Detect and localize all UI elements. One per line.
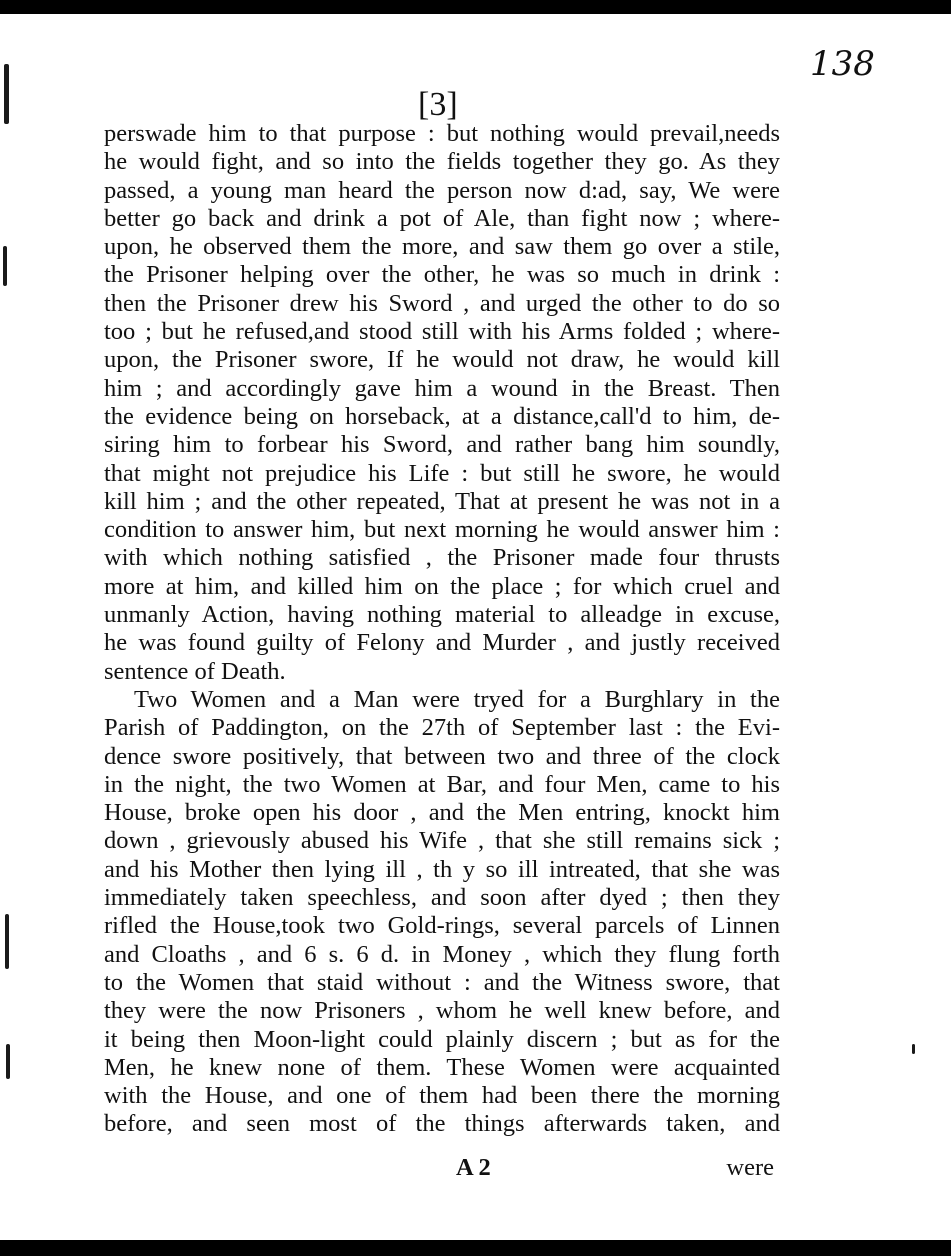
text-line: the Prisoner helping over the other, he was so much in drink :	[104, 261, 780, 289]
page-footer	[104, 1154, 780, 1186]
text-line: too ; but he refused,and stood still with his Arms folded ; where-	[104, 318, 780, 346]
text-line: in the night, the two Women at Bar, and four Men, came to his	[104, 770, 780, 798]
text-line: rifled the House,took two Gold-rings, several parcels of Linnen	[104, 912, 780, 940]
text-line: then the Prisoner drew his Sword , and urged the other to do so	[104, 289, 780, 317]
signature-mark: A 2	[456, 1154, 491, 1181]
scan-speck	[3, 246, 7, 286]
text-line: kill him ; and the other repeated, That at present he was not in a	[104, 487, 780, 515]
text-line: House, broke open his door , and the Men entring, knockt him	[104, 799, 780, 827]
paragraph	[104, 686, 780, 1139]
text-line: that might not prejudice his Life : but still he swore, he would	[104, 459, 780, 487]
text-line: and Cloaths , and 6 s. 6 d. in Money , which they flung forth	[104, 940, 780, 968]
text-line: Two Women and a Man were tryed for a Burghlary in the	[134, 685, 780, 713]
text-line: he would fight, and so into the fields together they go. As they	[104, 148, 780, 176]
text-body	[104, 120, 780, 1139]
text-line: it being then Moon-light could plainly discern ; but as for the	[104, 1025, 780, 1053]
document-page	[0, 14, 951, 1240]
text-line: sentence of Death.	[104, 657, 286, 685]
text-line: more at him, and killed him on the place ; for which cruel and	[104, 572, 780, 600]
scan-speck	[4, 64, 9, 124]
text-line: condition to answer him, but next morning he would answer him :	[104, 516, 780, 544]
text-line: to the Women that staid without : and the Witness swore, that	[104, 968, 780, 996]
text-line: unmanly Action, having nothing material to alleadge in excuse,	[104, 601, 780, 629]
text-line: upon, he observed them the more, and saw them go over a stile,	[104, 233, 780, 261]
text-line: he was found guilty of Felony and Murder , and justly received	[104, 629, 780, 657]
text-line: down , grievously abused his Wife , that she still remains sick ;	[104, 827, 780, 855]
paragraph	[104, 120, 780, 686]
text-line: Parish of Paddington, on the 27th of September last : the Evi-	[104, 714, 780, 742]
scan-speck	[912, 1044, 915, 1054]
text-line: and his Mother then lying ill , th y so ill intreated, that she was	[104, 855, 780, 883]
text-line: better go back and drink a pot of Ale, than fight now ; where-	[104, 204, 780, 232]
scan-speck	[5, 914, 9, 969]
catchword: were	[726, 1154, 774, 1181]
text-line: with which nothing satisfied , the Prisoner made four thrusts	[104, 544, 780, 572]
text-line: immediately taken speechless, and soon after dyed ; then they	[104, 884, 780, 912]
scan-speck	[6, 1044, 10, 1079]
folio-number: 138	[810, 44, 875, 84]
text-line: before, and seen most of the things afterwards taken, and	[104, 1110, 780, 1138]
text-line: passed, a young man heard the person now d:ad, say, We were	[104, 176, 780, 204]
text-line: perswade him to that purpose : but nothing would prevail,needs	[104, 120, 780, 147]
text-line: him ; and accordingly gave him a wound in the Breast. Then	[104, 374, 780, 402]
text-line: the evidence being on horseback, at a distance,call'd to him, de-	[104, 402, 780, 430]
text-line: they were the now Prisoners , whom he well knew before, and	[104, 997, 780, 1025]
page-number: [3]	[418, 86, 458, 123]
text-line: with the House, and one of them had been there the morning	[104, 1082, 780, 1110]
text-line: upon, the Prisoner swore, If he would not draw, he would kill	[104, 346, 780, 374]
text-line: Men, he knew none of them. These Women were acquainted	[104, 1053, 780, 1081]
text-line: dence swore positively, that between two and three of the clock	[104, 742, 780, 770]
text-line: siring him to forbear his Sword, and rather bang him soundly,	[104, 431, 780, 459]
